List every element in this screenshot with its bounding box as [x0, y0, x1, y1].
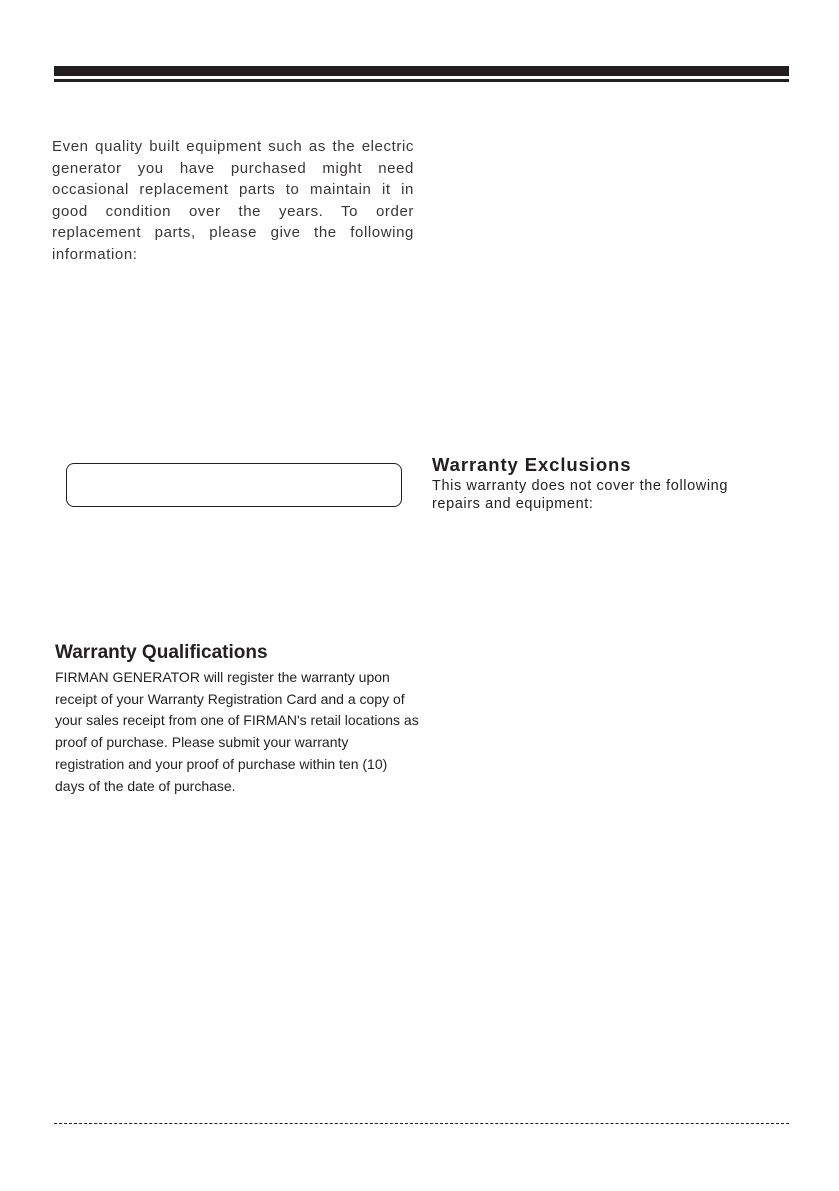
warranty-qualifications-body: FIRMAN GENERATOR will register the warranty upon receipt of your Warranty Registration Card and a copy of your sales receipt from one of FIRMAN's retail locations as proof of purchase. Please submit your warranty registration and your proof of purchase within ten (10) days of the date of purchase.	[55, 669, 419, 794]
header-rule-thick	[54, 66, 789, 76]
warranty-exclusions-body: This warranty does not cover the following repairs and equipment:	[432, 478, 728, 512]
replacement-parts-intro: Even quality built equipment such as the electric generator you have purchased might need occasional replacement parts to maintain it in good condition over the years. To order replacement parts, please give the following information:	[52, 138, 414, 263]
header-rule-thin	[54, 79, 789, 82]
footer-dotted-rule	[54, 1123, 789, 1124]
warranty-qualifications-heading: Warranty Qualifications	[55, 642, 268, 663]
warranty-exclusions-heading: Warranty Exclusions	[432, 454, 632, 475]
rounded-info-box	[66, 463, 402, 507]
